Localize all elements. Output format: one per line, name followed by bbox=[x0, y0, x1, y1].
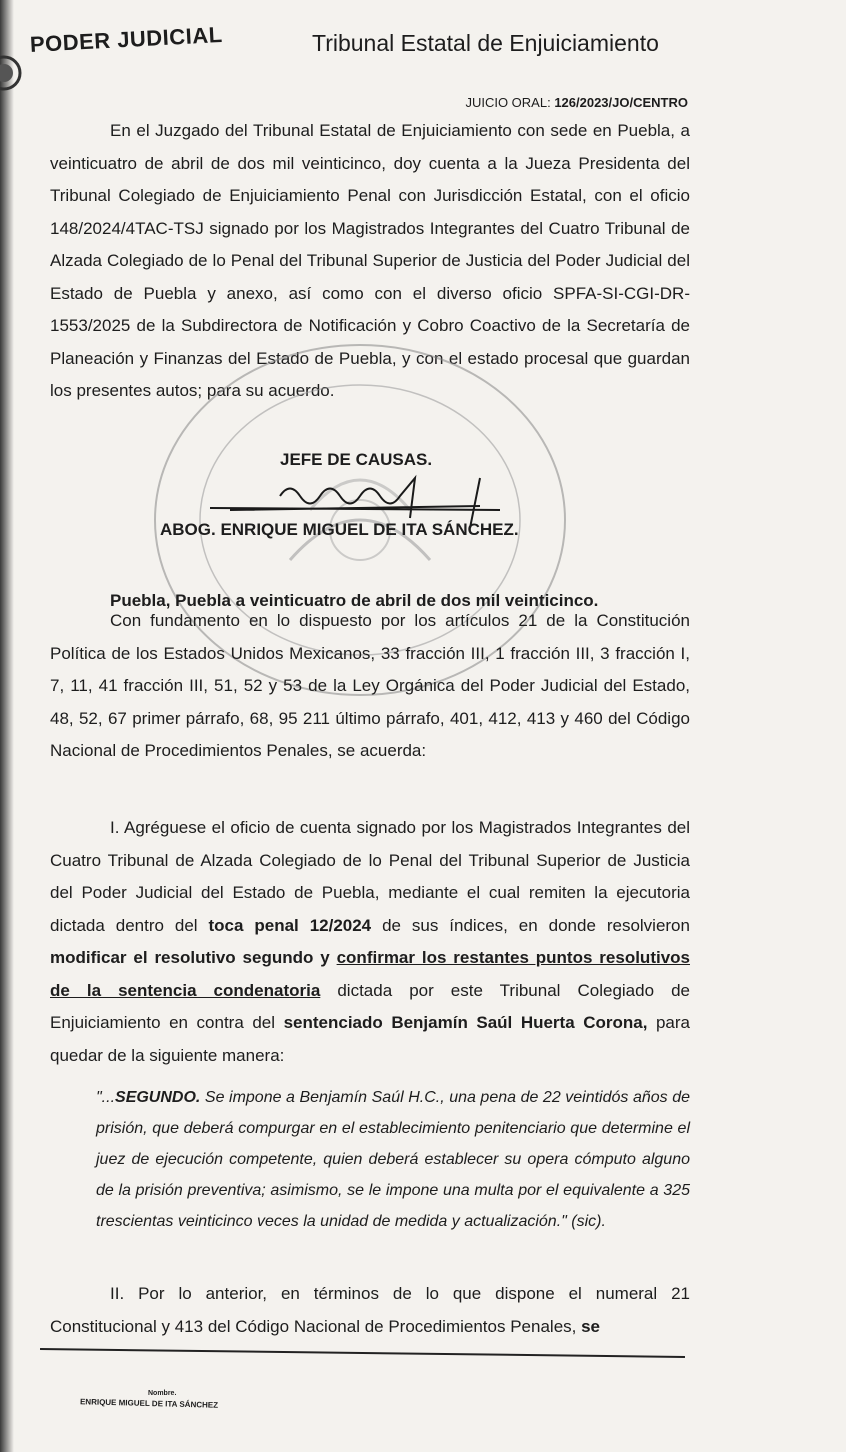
quote-label: SEGUNDO. bbox=[115, 1089, 201, 1106]
footer-name: ENRIQUE MIGUEL DE ITA SÁNCHEZ bbox=[79, 1397, 219, 1410]
toca-number: toca penal 12/2024 bbox=[208, 915, 372, 935]
handwritten-signature bbox=[200, 468, 520, 528]
court-name: Tribunal Estatal de Enjuiciamiento bbox=[312, 30, 659, 56]
point-two-tail: se bbox=[581, 1316, 601, 1336]
quoted-resolution bbox=[96, 1082, 690, 1237]
agreement-date: Puebla, Puebla a veinticuatro de abril de dos mil veinticinco. bbox=[110, 591, 599, 610]
case-prefix: JUICIO ORAL: bbox=[465, 95, 555, 110]
legal-foundation-paragraph: Con fundamento en lo dispuesto por los artículos 21 de la Constitución Política de los Estados Unidos Mexicanos, 33 fracción III, 1 fracción III, 3 fracción I, 7, 11, 41 fracción III, 51, 52 y 53 de la Ley Orgánica del Poder Judicial del Estado, 48, 52, 67 primer párrafo, 68, 95 211 último párrafo, 401, 412, 413 y 460 del Código Nacional de Procedimientos Penales, se acuerda: bbox=[50, 611, 690, 760]
modify-resolution: modificar el resolutivo segundo y bbox=[50, 948, 337, 967]
point-one-text-4: para quedar de la siguiente manera: bbox=[50, 1013, 691, 1065]
signature-title: JEFE DE CAUSAS. bbox=[280, 450, 433, 469]
case-number: 126/2023/JO/CENTRO bbox=[554, 95, 688, 110]
intro-paragraph: En el Juzgado del Tribunal Estatal de Enjuiciamiento con sede en Puebla, a veinticuatro de abril de dos mil veinticinco, doy cuenta a la Jueza Presidenta del Tribunal Colegiado de Enjuiciamiento Penal con Jurisdicción Estatal, con el oficio 148/2024/4TAC-TSJ signado por los Magistrados Integrantes del Cuatro Tribunal de Alzada Colegiado de lo Penal del Tribunal Superior de Justicia del Poder Judicial del Estado de Puebla y anexo, así como con el diverso oficio SPFA-SI-CGI-DR-1553/2025 de la Subdirectora de Notificación y Cobro Coactivo de la Secretaría de Planeación y Finanzas del Estado de Puebla, y con el estado procesal que guardan los presentes autos; para su acuerdo. bbox=[50, 121, 690, 400]
point-one-text-3: dictada por este Tribunal Colegiado de Enjuiciamiento en contra del bbox=[50, 980, 690, 1032]
point-two-paragraph bbox=[50, 1278, 690, 1343]
scan-shadow bbox=[0, 0, 14, 1452]
sentenced-name: sentenciado Benjamín Saúl Huerta Corona, bbox=[283, 1013, 648, 1032]
footer-divider bbox=[40, 1348, 685, 1358]
confirm-resolution: confirmar los restantes puntos resolutivos de la sentencia condenatoria bbox=[50, 948, 690, 1000]
court-seal-icon bbox=[0, 28, 24, 128]
point-one-text-1: I. Agréguese el oficio de cuenta signado por los Magistrados Integrantes del Cuatro Tribunal de Alzada Colegiado de lo Penal del Tribunal Superior de Justicia del Poder Judicial del Estado de Puebla, mediante el cual remiten la ejecutoria dictada dentro del bbox=[50, 818, 690, 935]
case-number-line bbox=[465, 95, 688, 110]
footer-label: Nombre. bbox=[148, 1390, 177, 1397]
signature-name: ABOG. ENRIQUE MIGUEL DE ITA SÁNCHEZ. bbox=[160, 520, 519, 539]
quote-text: Se impone a Benjamín Saúl H.C., una pena de 22 veintidós años de prisión, que deberá compurgar en el establecimiento penitenciario que determine el juez de ejecución competente, quien deberá establecer su opera cómputo alguno de la prisión preventiva; asimismo, se le impone una multa por el equivalente a 325 trescientas veinticinco veces la unidad de medida y actualización." (sic). bbox=[96, 1089, 690, 1230]
point-one-text-2: de sus índices, en donde resolvieron bbox=[371, 915, 690, 935]
point-two-text: II. Por lo anterior, en términos de lo que dispone el numeral 21 Constitucional y 413 del Código Nacional de Procedimientos Penales, bbox=[50, 1284, 690, 1336]
institution-name: PODER JUDICIAL bbox=[29, 21, 224, 57]
quote-open: "... bbox=[96, 1089, 116, 1106]
point-one-paragraph bbox=[50, 812, 690, 1072]
